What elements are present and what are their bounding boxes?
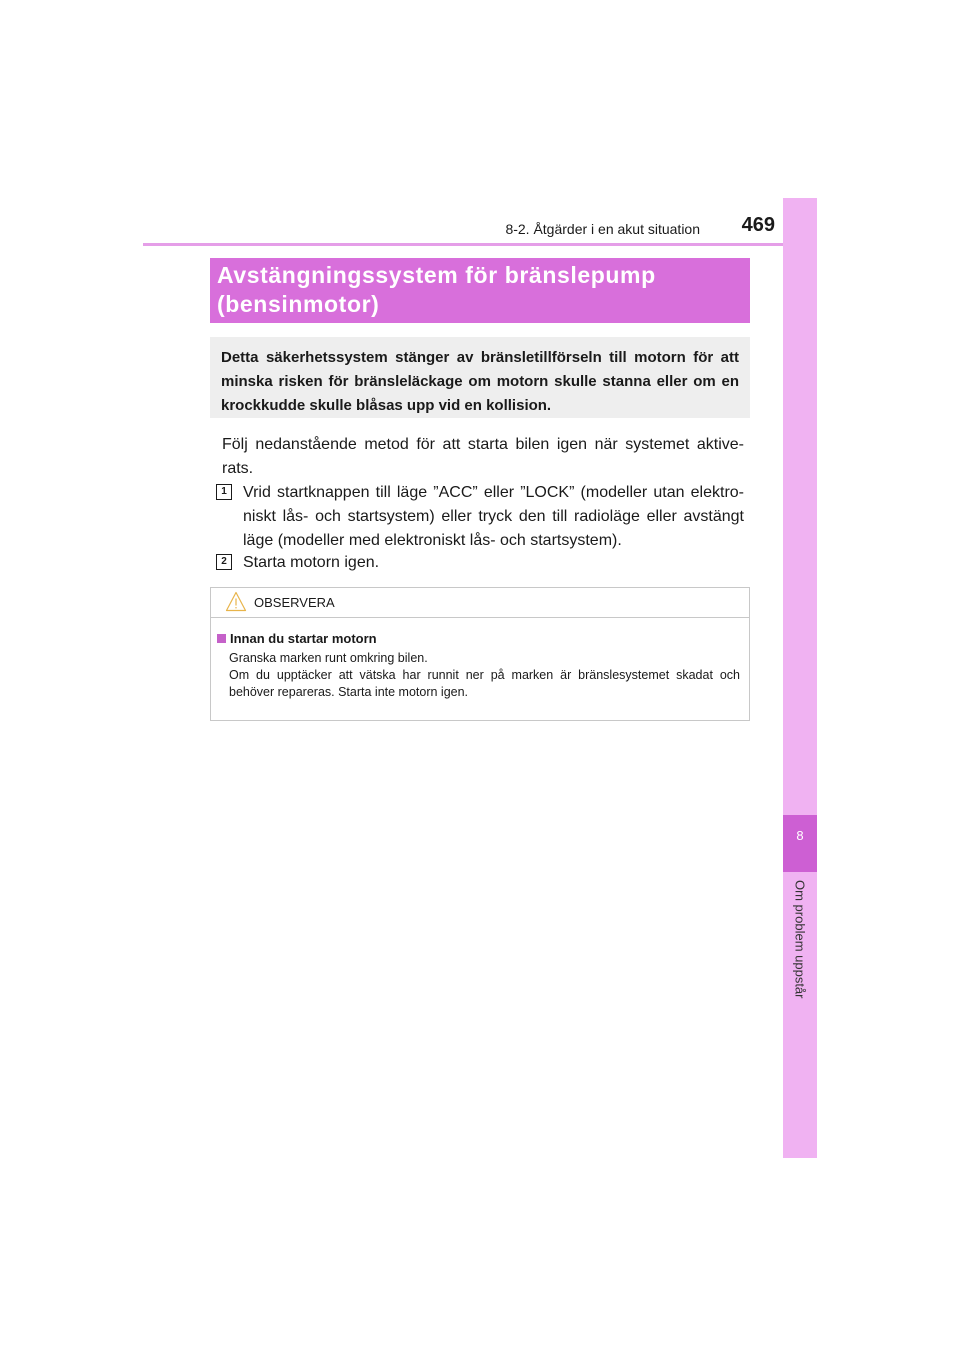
notice-body [229, 650, 740, 701]
step-item [216, 551, 744, 575]
page-number: 469 [741, 214, 775, 236]
notice-body-line: Granska marken runt omkring bilen. [229, 651, 428, 665]
step-number-badge: 1 [216, 484, 232, 500]
section-breadcrumb: 8-2. Åtgärder i en akut situation [505, 221, 700, 237]
step-item [216, 481, 744, 553]
chapter-side-tab [783, 198, 817, 1158]
header-divider [143, 243, 817, 246]
step-text: Starta motorn igen. [243, 554, 380, 571]
summary-box: Detta säkerhetssystem stänger av bränsletillförseln till motorn för att minska risken för bränsleläckage om motorn skulle stanna eller om en krockkudde skulle blåsas upp vid en kollision. [210, 337, 750, 418]
chapter-number: 8 [796, 828, 804, 843]
notice-heading [217, 631, 377, 646]
notice-box [210, 587, 750, 721]
step-text: Vrid startknappen till läge ”ACC” eller ”LOCK” (modeller utan elektro-niskt lås- och startsystem) eller tryck den till radioläge eller avstängt läge (modeller med elektroniskt lås- och startsystem). [243, 484, 744, 549]
intro-paragraph: Följ nedanstående metod för att starta bilen igen när systemet aktive-rats. [222, 436, 744, 477]
bullet-square-icon [217, 634, 226, 643]
warning-triangle-icon [225, 591, 247, 612]
section-title-line1: Avstängningssystem för bränslepump [217, 262, 656, 288]
section-title [210, 258, 750, 323]
notice-heading-text: Innan du startar motorn [230, 631, 377, 646]
chapter-tab-active [783, 815, 817, 872]
notice-body-line: Om du upptäcker att vätska har runnit ner på marken är bränslesystemet skadat och behöver repareras. Starta inte motorn igen. [229, 668, 740, 699]
section-title-line2: (bensinmotor) [217, 291, 380, 317]
chapter-title: Om problem uppstår [792, 880, 808, 999]
notice-header [211, 588, 749, 618]
step-number-badge: 2 [216, 554, 232, 570]
notice-title: OBSERVERA [254, 595, 335, 610]
